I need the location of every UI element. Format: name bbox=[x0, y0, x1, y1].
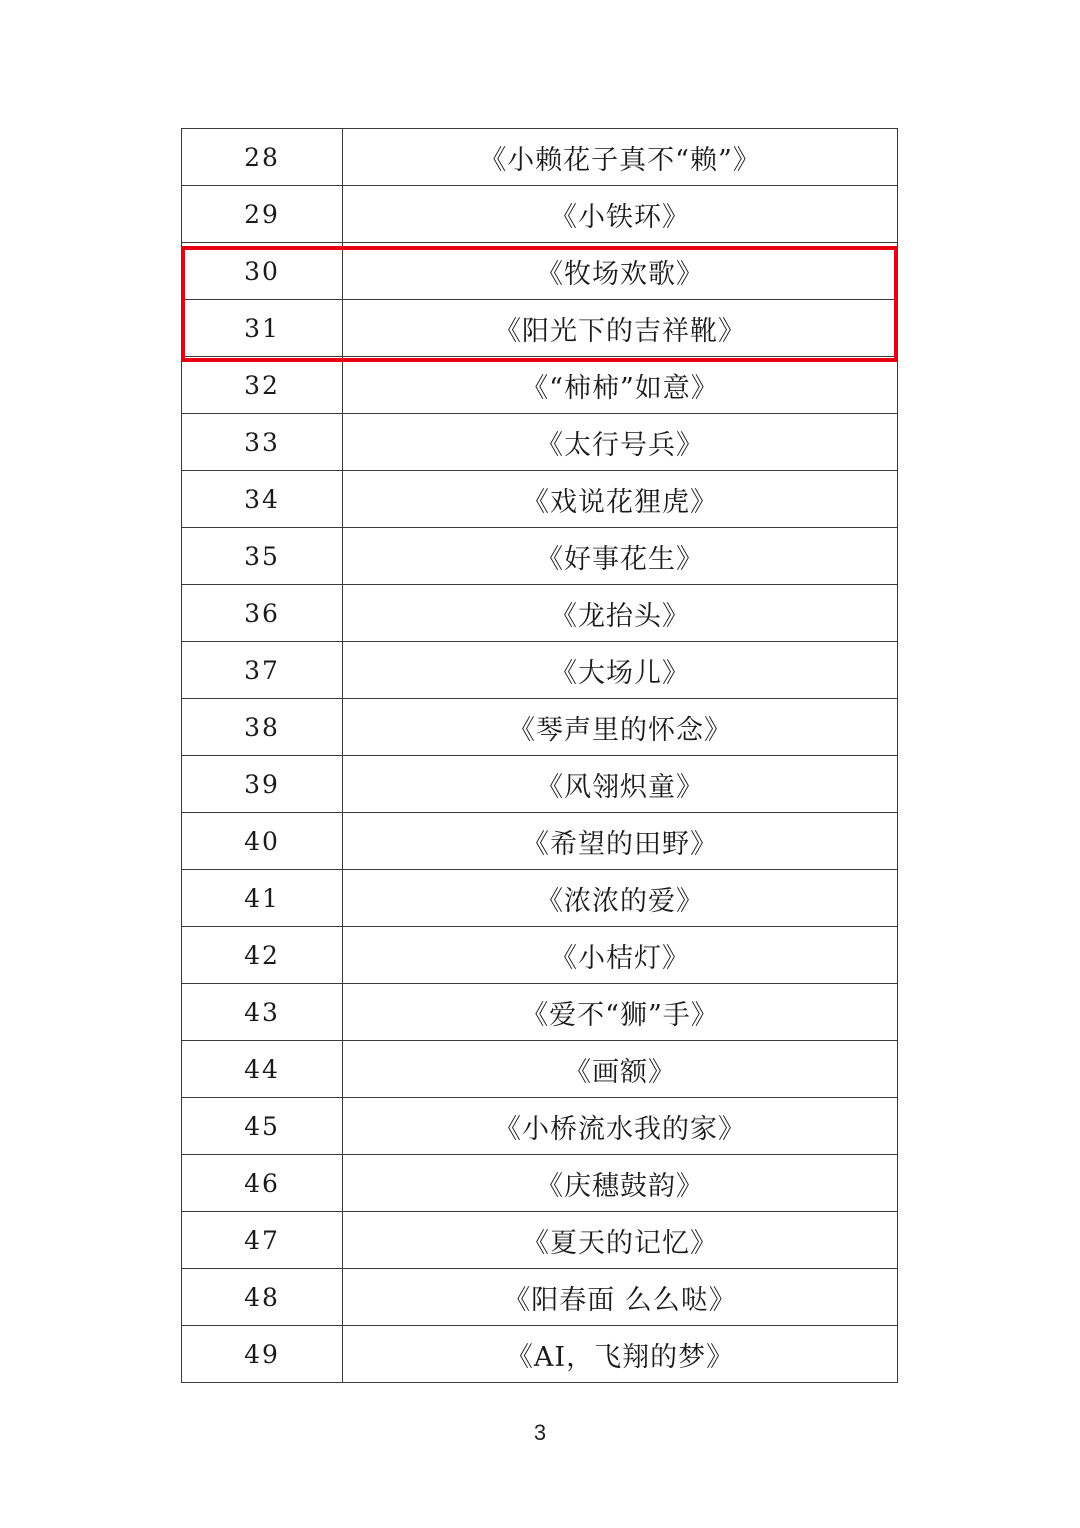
program-title: 《琴声里的怀念》 bbox=[343, 699, 898, 756]
program-title: 《爱不“狮”手》 bbox=[343, 984, 898, 1041]
table-row bbox=[182, 1326, 898, 1383]
row-number: 42 bbox=[182, 927, 343, 984]
row-number: 31 bbox=[182, 300, 343, 357]
row-number: 41 bbox=[182, 870, 343, 927]
row-number: 44 bbox=[182, 1041, 343, 1098]
table-body bbox=[182, 129, 898, 1383]
row-number: 45 bbox=[182, 1098, 343, 1155]
table-row bbox=[182, 414, 898, 471]
row-number: 33 bbox=[182, 414, 343, 471]
table-row bbox=[182, 243, 898, 300]
row-number: 49 bbox=[182, 1326, 343, 1383]
program-title: 《大场儿》 bbox=[343, 642, 898, 699]
program-title: 《风翎炽童》 bbox=[343, 756, 898, 813]
program-title: 《“柿柿”如意》 bbox=[343, 357, 898, 414]
program-list-table bbox=[181, 128, 898, 1383]
table-row bbox=[182, 756, 898, 813]
program-title: 《小桔灯》 bbox=[343, 927, 898, 984]
program-title: 《小桥流水我的家》 bbox=[343, 1098, 898, 1155]
row-number: 38 bbox=[182, 699, 343, 756]
program-title: 《小赖花子真不“赖”》 bbox=[343, 129, 898, 186]
table-row bbox=[182, 927, 898, 984]
row-number: 37 bbox=[182, 642, 343, 699]
page-number: 3 bbox=[533, 1420, 547, 1445]
row-number: 40 bbox=[182, 813, 343, 870]
table-row bbox=[182, 585, 898, 642]
row-number: 34 bbox=[182, 471, 343, 528]
program-title: 《牧场欢歌》 bbox=[343, 243, 898, 300]
table-row bbox=[182, 1269, 898, 1326]
table-row bbox=[182, 471, 898, 528]
table-row bbox=[182, 186, 898, 243]
table-row bbox=[182, 129, 898, 186]
table-row bbox=[182, 1041, 898, 1098]
table-row bbox=[182, 528, 898, 585]
program-title: 《太行号兵》 bbox=[343, 414, 898, 471]
table-row bbox=[182, 984, 898, 1041]
table-row bbox=[182, 1098, 898, 1155]
table-row bbox=[182, 300, 898, 357]
row-number: 30 bbox=[182, 243, 343, 300]
row-number: 48 bbox=[182, 1269, 343, 1326]
table-row bbox=[182, 1212, 898, 1269]
table-row bbox=[182, 357, 898, 414]
program-title: 《龙抬头》 bbox=[343, 585, 898, 642]
program-title: 《夏天的记忆》 bbox=[343, 1212, 898, 1269]
row-number: 43 bbox=[182, 984, 343, 1041]
row-number: 36 bbox=[182, 585, 343, 642]
table-row bbox=[182, 1155, 898, 1212]
program-title: 《戏说花狸虎》 bbox=[343, 471, 898, 528]
row-number: 35 bbox=[182, 528, 343, 585]
row-number: 32 bbox=[182, 357, 343, 414]
row-number: 29 bbox=[182, 186, 343, 243]
program-title: 《庆穗鼓韵》 bbox=[343, 1155, 898, 1212]
program-title: 《希望的田野》 bbox=[343, 813, 898, 870]
program-title: 《阳光下的吉祥靴》 bbox=[343, 300, 898, 357]
program-title: 《好事花生》 bbox=[343, 528, 898, 585]
program-title: 《阳春面 么么哒》 bbox=[343, 1269, 898, 1326]
table-row bbox=[182, 870, 898, 927]
row-number: 39 bbox=[182, 756, 343, 813]
table-row bbox=[182, 642, 898, 699]
row-number: 47 bbox=[182, 1212, 343, 1269]
row-number: 46 bbox=[182, 1155, 343, 1212]
program-title: 《浓浓的爱》 bbox=[343, 870, 898, 927]
row-number: 28 bbox=[182, 129, 343, 186]
program-title: 《AI，飞翔的梦》 bbox=[343, 1326, 898, 1383]
program-title: 《画额》 bbox=[343, 1041, 898, 1098]
table-row bbox=[182, 699, 898, 756]
table-row bbox=[182, 813, 898, 870]
program-title: 《小铁环》 bbox=[343, 186, 898, 243]
